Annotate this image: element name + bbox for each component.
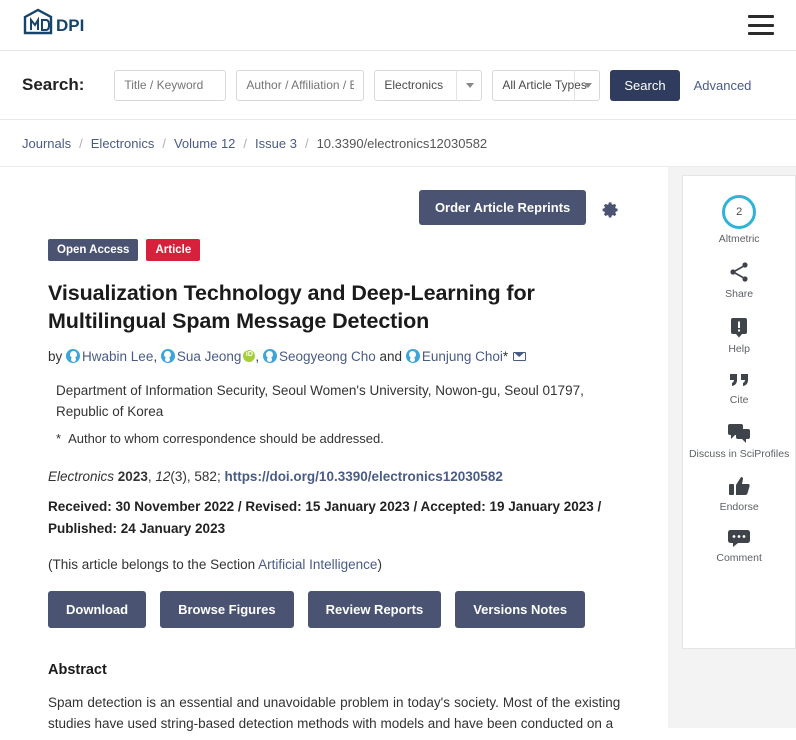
affiliation-text: Department of Information Security, Seoul Women's University, Nowon-gu, Seoul 01797, Republic of Korea xyxy=(56,383,584,419)
download-button[interactable]: Download xyxy=(48,591,146,628)
breadcrumb-separator: / xyxy=(304,135,309,151)
journal-select[interactable] xyxy=(374,70,482,101)
search-button[interactable]: Search xyxy=(610,70,679,101)
author-link-1[interactable]: Hwabin Lee xyxy=(82,348,154,364)
doi-link[interactable]: https://doi.org/10.3390/electronics12030582 xyxy=(224,468,503,484)
breadcrumb-item-doi: 10.3390/electronics12030582 xyxy=(316,135,488,151)
corresponding-star: * xyxy=(502,348,509,364)
rail-label-endorse: Endorse xyxy=(719,500,759,513)
article-type-select-value: All Article Types xyxy=(492,70,600,101)
breadcrumb-separator: / xyxy=(243,135,248,151)
browse-figures-button[interactable]: Browse Figures xyxy=(160,591,294,628)
abstract-text: Spam detection is an essential and unavoidable problem in today's society. Most of the existing studies have used string-based detection methods with models and have been conducted on a xyxy=(48,694,621,732)
breadcrumb-item-journals[interactable]: Journals xyxy=(22,135,72,151)
rail-item-comment[interactable] xyxy=(683,519,795,570)
chat-bubbles-icon xyxy=(726,422,752,444)
author-sep-3: and xyxy=(375,348,403,364)
author-link-2[interactable]: Sua Jeong xyxy=(176,348,242,364)
breadcrumb-separator: / xyxy=(162,135,166,151)
abstract-heading: Abstract xyxy=(48,661,107,678)
altmetric-ring-icon xyxy=(722,195,756,229)
rail-item-cite[interactable] xyxy=(683,361,795,412)
gear-icon[interactable] xyxy=(598,197,620,219)
author-link-3[interactable]: Seogyeong Cho xyxy=(278,348,376,364)
orcid-icon[interactable] xyxy=(243,350,255,362)
rail-label-discuss: Discuss in SciProfiles xyxy=(688,447,790,460)
citation-line: Electronics 2023, 12(3), 582; https://doi.org/10.3390/electronics12030582 xyxy=(48,468,503,484)
correspondence-note xyxy=(48,431,620,446)
rail-item-discuss[interactable] xyxy=(683,413,795,466)
article-tools-rail xyxy=(682,175,796,649)
avatar xyxy=(161,349,175,363)
citation-journal: Electronics xyxy=(48,468,115,484)
rail-item-endorse[interactable] xyxy=(683,466,795,519)
rail-item-share[interactable] xyxy=(683,251,795,306)
citation-year: 2023 xyxy=(117,468,148,484)
quote-icon xyxy=(727,370,751,390)
breadcrumb-item-issue[interactable]: Issue 3 xyxy=(255,135,297,151)
advanced-search-link[interactable]: Advanced xyxy=(693,77,752,93)
avatar xyxy=(406,349,420,363)
status-badge-open-access: Open Access xyxy=(48,239,138,261)
breadcrumb-separator: / xyxy=(79,135,83,151)
page-body xyxy=(0,167,796,732)
exclamation-icon xyxy=(727,315,751,339)
rail-label-altmetric: Altmetric xyxy=(718,233,760,245)
article-column xyxy=(0,167,668,732)
avatar xyxy=(66,349,80,363)
search-label: Search: xyxy=(22,75,85,94)
author-sep-1: , xyxy=(153,348,158,364)
svg-text:DPI: DPI xyxy=(56,16,85,35)
rail-label-help: Help xyxy=(728,343,750,356)
mdpi-logo-icon xyxy=(22,8,90,42)
email-icon[interactable] xyxy=(513,352,526,361)
article-top-actions xyxy=(48,167,620,225)
review-reports-button[interactable]: Review Reports xyxy=(308,591,442,628)
search-bar xyxy=(0,51,796,120)
article-dates: Received: 30 November 2022 / Revised: 15 January 2023 / Accepted: 19 January 2023 / Published: 24 January 2023 xyxy=(48,499,602,537)
section-note-suffix: ) xyxy=(377,556,382,572)
site-header xyxy=(0,0,796,51)
article-badges xyxy=(48,239,620,261)
thumbs-up-icon xyxy=(727,475,751,497)
breadcrumb xyxy=(0,120,796,167)
mdpi-logo[interactable] xyxy=(22,8,90,42)
rail-item-help[interactable] xyxy=(683,306,795,361)
share-icon xyxy=(727,260,751,284)
search-author-input[interactable] xyxy=(236,70,364,101)
author-sep-2: , xyxy=(255,348,260,364)
rail-item-altmetric[interactable] xyxy=(683,186,795,251)
altmetric-score: 2 xyxy=(736,206,743,218)
correspondence-text: Author to whom correspondence should be addressed. xyxy=(68,430,384,446)
chevron-down-icon xyxy=(574,70,600,101)
rail-label-comment: Comment xyxy=(716,551,762,564)
rail-label-share: Share xyxy=(725,288,754,301)
breadcrumb-item-volume[interactable]: Volume 12 xyxy=(173,135,236,151)
order-article-reprints-button[interactable]: Order Article Reprints xyxy=(419,190,586,225)
author-list xyxy=(48,346,620,368)
section-note-prefix: (This article belongs to the Section xyxy=(48,556,259,572)
versions-notes-button[interactable]: Versions Notes xyxy=(455,591,585,628)
citation-volume: 12 xyxy=(155,468,171,484)
section-note xyxy=(48,557,620,572)
search-title-input[interactable] xyxy=(114,70,226,101)
correspondence-star: * xyxy=(56,430,62,446)
hamburger-menu-icon[interactable] xyxy=(748,15,774,35)
status-badge-article-type: Article xyxy=(146,239,200,261)
rail-label-cite: Cite xyxy=(729,394,749,407)
citation-page: 582 xyxy=(194,468,217,484)
chevron-down-icon xyxy=(456,70,482,101)
breadcrumb-item-electronics[interactable]: Electronics xyxy=(90,135,155,151)
author-link-4[interactable]: Eunjung Choi xyxy=(421,348,503,364)
page-title: Visualization Technology and Deep-Learning for Multilingual Spam Message Detection xyxy=(48,281,535,334)
journal-select-value: Electronics xyxy=(374,70,482,101)
avatar xyxy=(263,349,277,363)
article-action-buttons xyxy=(48,591,620,628)
section-link[interactable]: Artificial Intelligence xyxy=(258,556,378,572)
author-by-label: by xyxy=(48,348,63,364)
article-type-select[interactable] xyxy=(492,70,600,101)
affiliation-block xyxy=(48,381,620,422)
comment-icon xyxy=(726,528,752,548)
citation-issue: (3) xyxy=(170,468,187,484)
